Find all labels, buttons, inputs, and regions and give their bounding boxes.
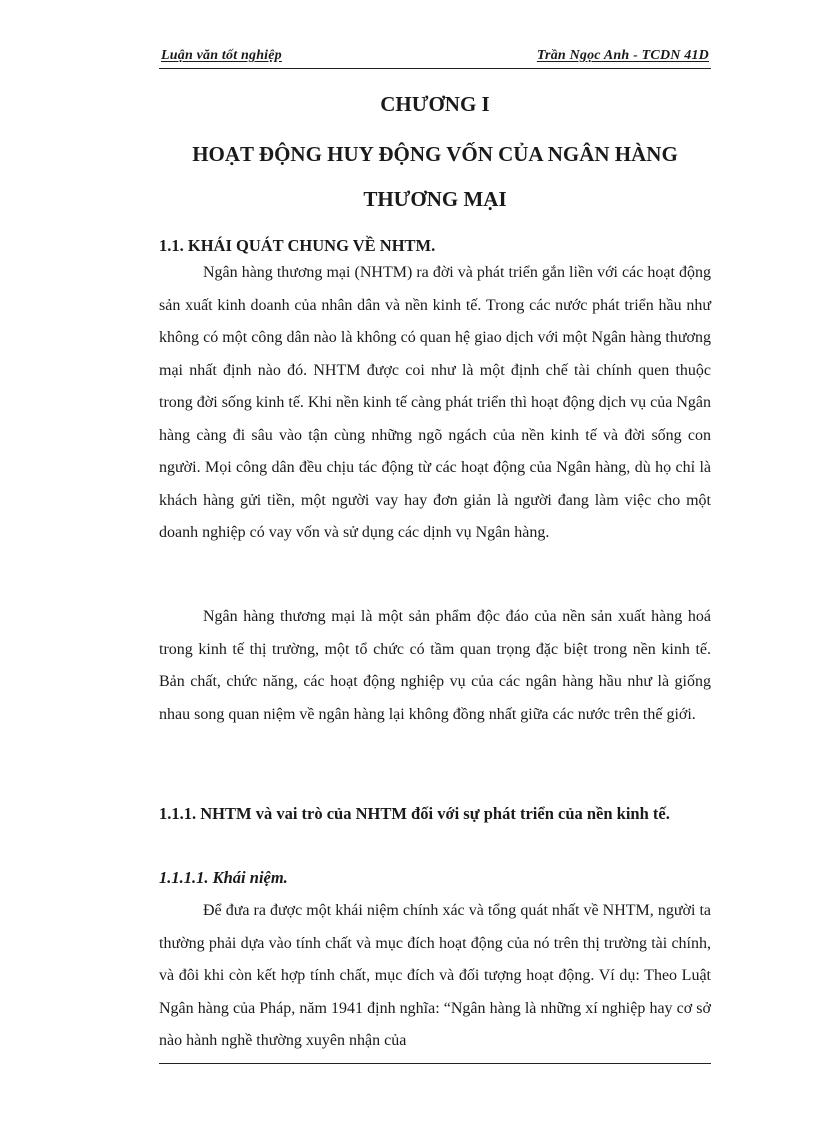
section-heading-1-1-1-1: 1.1.1.1. Khái niệm. <box>159 868 288 887</box>
footer-rule <box>159 1063 711 1064</box>
header-thesis-label: Luận văn tốt nghiệp <box>161 48 282 63</box>
chapter-number: CHƯƠNG I <box>380 92 490 116</box>
section-heading-1-1: 1.1. KHÁI QUÁT CHUNG VỀ NHTM. <box>159 236 436 255</box>
section-heading-1-1-1: 1.1.1. NHTM và vai trò của NHTM đối với sự phát triển của nền kinh tế. <box>159 804 670 823</box>
header-author: Trần Ngọc Anh - TCDN 41D <box>536 48 709 63</box>
chapter-title-line1: HOẠT ĐỘNG HUY ĐỘNG VỐN CỦA NGÂN HÀNG <box>192 142 678 166</box>
paragraph-1: Ngân hàng thương mại (NHTM) ra đời và phát triển gắn liền với các hoạt động sản xuất kinh doanh của nhân dân và nền kinh tế. Trong các nước phát triển hầu như không có một công dân nào là không có quan hệ giao dịch với một Ngân hàng thương mại nhất định nào đó. NHTM được coi như là một định chế tài chính quen thuộc trong đời sống kinh tế. Khi nền kinh tế càng phát triển thì hoạt động dịch vụ của Ngân hàng càng đi sâu vào tận cùng những ngõ ngách của nền kinh tế và đời sống con người. Mọi công dân đều chịu tác động từ các hoạt động của Ngân hàng, dù họ chỉ là khách hàng gửi tiền, một người vay hay đơn giản là người đang làm việc cho một doanh nghiệp có vay vốn và sử dụng các dịnh vụ Ngân hàng. <box>159 264 711 541</box>
chapter-title-line2: THƯƠNG MẠI <box>363 187 507 211</box>
paragraph-2: Ngân hàng thương mại là một sản phẩm độc đáo của nền sản xuất hàng hoá trong kinh tế thị trường, một tổ chức có tầm quan trọng đặc biệt trong nền kinh tế. Bản chất, chức năng, các hoạt động nghiệp vụ của các ngân hàng hầu như là giống nhau song quan niệm về ngân hàng lại không đồng nhất giữa các nước trên thế giới. <box>159 608 711 723</box>
page-header <box>159 48 711 69</box>
paragraph-3: Để đưa ra được một khái niệm chính xác và tổng quát nhất về NHTM, người ta thường phải dựa vào tính chất và mục đích hoạt động của nó trên thị trường tài chính, và đôi khi còn kết hợp tính chất, mục đích và đối tượng hoạt động. Ví dụ: Theo Luật Ngân hàng của Pháp, năm 1941 định nghĩa: “Ngân hàng là những xí nghiệp hay cơ sở nào hành nghề thường xuyên nhận của <box>159 902 711 1049</box>
